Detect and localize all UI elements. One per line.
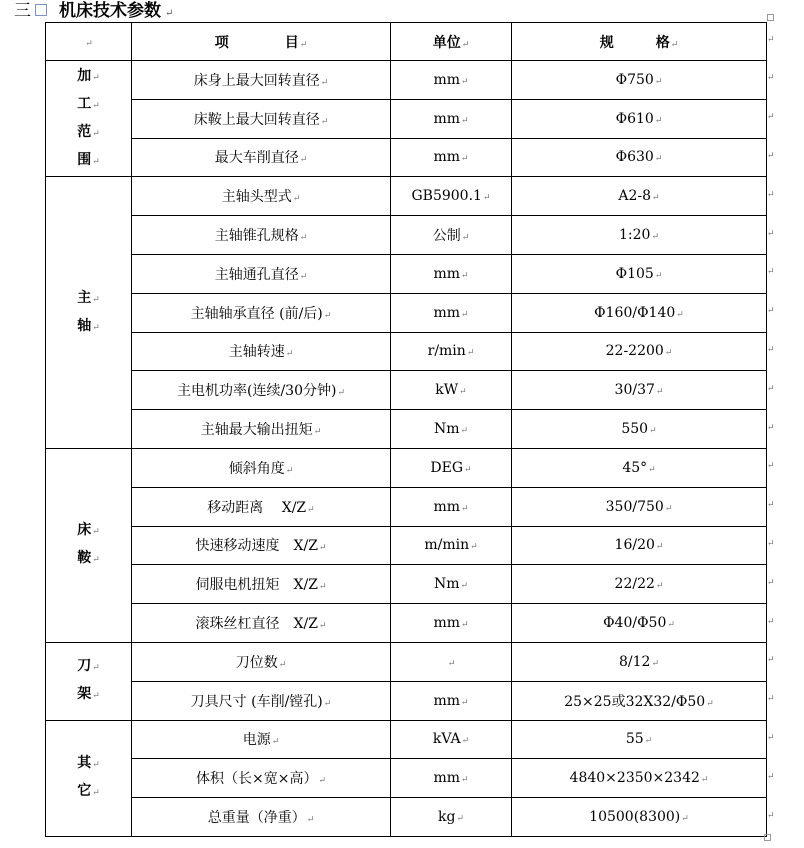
group-label: 其↵ 它↵ — [46, 720, 132, 836]
param-name: 主轴转速↵ — [132, 332, 391, 371]
param-unit: Nm↵ — [391, 565, 512, 604]
section-title: 机床技术参数 — [59, 1, 161, 21]
row-end-mark-icon: ↵ — [767, 306, 775, 317]
param-name: 倾斜角度↵ — [132, 448, 391, 487]
row-end-mark-icon: ↵ — [767, 35, 775, 45]
group-label-char: 架 — [77, 686, 92, 703]
param-spec: 8/12↵ — [512, 642, 767, 681]
row-end-mark-icon: ↵ — [767, 383, 775, 394]
param-name: 电源↵ — [132, 720, 391, 759]
table-row — [46, 604, 767, 643]
param-name: 快速移动速度 X/Z↵ — [132, 526, 391, 565]
row-end-mark-icon: ↵ — [767, 694, 775, 705]
row-end-mark-icon: ↵ — [767, 461, 775, 472]
table-row — [46, 216, 767, 255]
group-label: 床↵ 鞍↵ — [46, 448, 132, 642]
row-end-mark-icon: ↵ — [767, 73, 775, 84]
param-name: 最大车削直径↵ — [132, 138, 391, 177]
param-unit: mm↵ — [391, 61, 512, 100]
param-spec: Φ630↵ — [512, 138, 767, 177]
param-unit: mm↵ — [391, 99, 512, 138]
table-row — [46, 759, 767, 798]
param-name: 体积（长×宽×高）↵ — [132, 759, 391, 798]
param-spec: 30/37↵ — [512, 371, 767, 410]
table-row — [46, 410, 767, 449]
param-name: 移动距离 X/Z↵ — [132, 487, 391, 526]
param-name: 伺服电机扭矩 X/Z↵ — [132, 565, 391, 604]
row-end-mark-icon: ↵ — [767, 112, 775, 123]
table-row — [46, 526, 767, 565]
param-name: 刀具尺寸 (车削/镗孔)↵ — [132, 681, 391, 720]
table-row — [46, 177, 767, 216]
row-end-mark-icon: ↵ — [767, 189, 775, 200]
table-row — [46, 565, 767, 604]
param-name: 主轴通孔直径↵ — [132, 254, 391, 293]
param-unit: mm↵ — [391, 254, 512, 293]
row-end-mark-icon: ↵ — [767, 228, 775, 239]
table-row — [46, 61, 767, 100]
param-unit: 公制↵ — [391, 216, 512, 255]
row-end-mark-icon: ↵ — [767, 655, 775, 666]
table-row — [46, 99, 767, 138]
row-end-mark-icon: ↵ — [767, 577, 775, 588]
param-unit: mm↵ — [391, 681, 512, 720]
row-end-mark-icon: ↵ — [767, 151, 775, 161]
param-unit: kW↵ — [391, 371, 512, 410]
table-row — [46, 293, 767, 332]
param-name: 主轴轴承直径 (前/后)↵ — [132, 293, 391, 332]
param-unit: mm↵ — [391, 293, 512, 332]
param-name: 总重量（净重）↵ — [132, 798, 391, 837]
spec-table — [45, 22, 767, 837]
row-end-mark-icon: ↵ — [767, 771, 775, 782]
param-name: 主轴锥孔规格↵ — [132, 216, 391, 255]
group-label-char: 其 — [77, 755, 92, 772]
param-unit: r/min↵ — [391, 332, 512, 371]
row-end-mark-icon: ↵ — [767, 733, 775, 743]
param-spec: 22-2200↵ — [512, 332, 767, 371]
param-unit: mm↵ — [391, 138, 512, 177]
table-row — [46, 798, 767, 837]
param-unit: kVA↵ — [391, 720, 512, 759]
header-blank-cell: ↵ — [46, 23, 132, 61]
table-row — [46, 332, 767, 371]
param-spec: 25×25或32X32/Φ50↵ — [512, 681, 767, 720]
group-label: 主↵ 轴↵ — [46, 177, 132, 449]
header-unit: 单位↵ — [391, 23, 512, 61]
param-name: 刀位数↵ — [132, 642, 391, 681]
param-name: 主电机功率(连续/30分钟)↵ — [132, 371, 391, 410]
param-spec: A2-8↵ — [512, 177, 767, 216]
param-unit: GB5900.1↵ — [391, 177, 512, 216]
row-end-mark-icon: ↵ — [767, 810, 775, 821]
group-label: 刀↵ 架↵ — [46, 642, 132, 720]
table-header-row — [46, 23, 767, 61]
param-unit: Nm↵ — [391, 410, 512, 449]
param-spec: Φ610↵ — [512, 99, 767, 138]
param-unit: mm↵ — [391, 487, 512, 526]
param-unit: mm↵ — [391, 759, 512, 798]
param-unit: DEG↵ — [391, 448, 512, 487]
param-spec: 22/22↵ — [512, 565, 767, 604]
param-unit: mm↵ — [391, 604, 512, 643]
group-label-char: 床 — [77, 522, 92, 539]
group-label-char: 它 — [77, 783, 92, 800]
group-label: 加↵ 工↵ 范↵ 围↵ — [46, 61, 132, 177]
param-spec: 55↵ — [512, 720, 767, 759]
table-row — [46, 487, 767, 526]
param-spec: Φ160/Φ140↵ — [512, 293, 767, 332]
table-row — [46, 138, 767, 177]
param-name: 床身上最大回转直径↵ — [132, 61, 391, 100]
table-row — [46, 448, 767, 487]
group-label-char: 主 — [77, 289, 92, 306]
group-label-char: 加 — [77, 67, 92, 84]
header-spec: 规 格↵ — [512, 23, 767, 61]
row-end-mark-icon: ↵ — [767, 345, 775, 355]
table-row — [46, 254, 767, 293]
table-row — [46, 642, 767, 681]
table-row — [46, 681, 767, 720]
param-name: 滚珠丝杠直径 X/Z↵ — [132, 604, 391, 643]
param-unit: ↵ — [391, 642, 512, 681]
param-spec: 4840×2350×2342↵ — [512, 759, 767, 798]
param-name: 主轴最大输出扭矩↵ — [132, 410, 391, 449]
param-spec: Φ40/Φ50↵ — [512, 604, 767, 643]
group-label-char: 围 — [77, 151, 92, 168]
row-end-mark-icon: ↵ — [767, 267, 775, 278]
param-spec: 1:20↵ — [512, 216, 767, 255]
section-number: 三 — [14, 1, 31, 21]
group-label-char: 工 — [77, 95, 92, 112]
row-end-mark-icon: ↵ — [767, 422, 775, 433]
group-label-char: 范 — [77, 123, 92, 140]
param-spec: 550↵ — [512, 410, 767, 449]
param-name: 主轴头型式↵ — [132, 177, 391, 216]
param-spec: 16/20↵ — [512, 526, 767, 565]
section-heading — [14, 0, 173, 21]
param-spec: 45°↵ — [512, 448, 767, 487]
param-spec: Φ105↵ — [512, 254, 767, 293]
table-move-handle-icon[interactable] — [35, 4, 47, 16]
param-unit: kg↵ — [391, 798, 512, 837]
param-unit: m/min↵ — [391, 526, 512, 565]
row-end-mark-icon: ↵ — [767, 500, 775, 511]
group-label-char: 鞍 — [77, 550, 92, 567]
group-label-char: 刀 — [77, 658, 92, 675]
paragraph-mark-icon: ↵ — [165, 8, 174, 19]
table-resize-handle-icon[interactable] — [764, 834, 771, 841]
row-end-mark-icon: ↵ — [767, 539, 775, 549]
cell-end-marker-icon — [767, 14, 774, 21]
table-row — [46, 371, 767, 410]
table-row — [46, 720, 767, 759]
param-spec: 10500(8300)↵ — [512, 798, 767, 837]
param-spec: Φ750↵ — [512, 61, 767, 100]
param-spec: 350/750↵ — [512, 487, 767, 526]
row-end-mark-icon: ↵ — [767, 616, 775, 627]
group-label-char: 轴 — [77, 317, 92, 334]
param-name: 床鞍上最大回转直径↵ — [132, 99, 391, 138]
header-item: 项 目↵ — [132, 23, 391, 61]
